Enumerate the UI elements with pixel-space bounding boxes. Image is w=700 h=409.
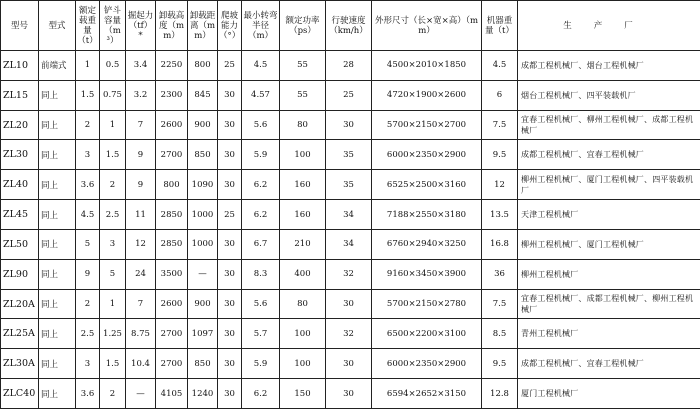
cell-turning-radius: 6.2 bbox=[242, 170, 280, 200]
header-row bbox=[1, 1, 700, 51]
header-bucket-capacity: 铲斗容量（m³） bbox=[100, 1, 126, 51]
cell-rated-power: 210 bbox=[280, 229, 326, 259]
cell-bucket-capacity: 0.75 bbox=[100, 80, 126, 110]
cell-manufacturer: 宜春工程机械厂、成都工程机械厂、柳州工程机械厂 bbox=[518, 289, 700, 319]
cell-turning-radius: 6.7 bbox=[242, 229, 280, 259]
header-dump-height: 卸载高度（mm） bbox=[156, 1, 188, 51]
cell-gradeability: 25 bbox=[218, 200, 242, 230]
cell-rated-load: 1 bbox=[76, 51, 100, 81]
cell-model: ZLC40 bbox=[1, 379, 39, 409]
cell-machine-weight: 36 bbox=[482, 259, 518, 289]
cell-breakout-force: 3.4 bbox=[126, 51, 156, 81]
cell-dump-height: 2700 bbox=[156, 349, 188, 379]
table-row bbox=[1, 349, 700, 379]
cell-machine-weight: 13.5 bbox=[482, 200, 518, 230]
cell-dump-distance: 845 bbox=[188, 80, 218, 110]
cell-dump-height: 2300 bbox=[156, 80, 188, 110]
cell-breakout-force: 9 bbox=[126, 170, 156, 200]
header-manufacturer: 生产厂 bbox=[518, 1, 700, 51]
cell-model: ZL10 bbox=[1, 51, 39, 81]
cell-bucket-capacity: 1 bbox=[100, 289, 126, 319]
cell-travel-speed: 25 bbox=[326, 80, 372, 110]
cell-dump-distance: 850 bbox=[188, 349, 218, 379]
cell-model: ZL20 bbox=[1, 110, 39, 140]
cell-model: ZL40 bbox=[1, 170, 39, 200]
table-body bbox=[1, 51, 700, 409]
cell-breakout-force: 9 bbox=[126, 140, 156, 170]
cell-dump-height: 2250 bbox=[156, 51, 188, 81]
cell-model: ZL30 bbox=[1, 140, 39, 170]
cell-bucket-capacity: 3 bbox=[100, 229, 126, 259]
cell-model: ZL45 bbox=[1, 200, 39, 230]
cell-rated-power: 55 bbox=[280, 51, 326, 81]
cell-breakout-force: 7 bbox=[126, 289, 156, 319]
cell-dimensions: 6594×2652×3150 bbox=[372, 379, 482, 409]
cell-rated-load: 2.5 bbox=[76, 319, 100, 349]
cell-gradeability: 30 bbox=[218, 229, 242, 259]
cell-type: 同上 bbox=[39, 379, 76, 409]
header-model: 型号 bbox=[1, 1, 39, 51]
cell-rated-power: 80 bbox=[280, 110, 326, 140]
header-machine-weight: 机器重量（t） bbox=[482, 1, 518, 51]
cell-type: 同上 bbox=[39, 289, 76, 319]
cell-rated-power: 400 bbox=[280, 259, 326, 289]
cell-model: ZL90 bbox=[1, 259, 39, 289]
cell-rated-power: 100 bbox=[280, 319, 326, 349]
cell-type: 同上 bbox=[39, 229, 76, 259]
cell-dump-distance: 1097 bbox=[188, 319, 218, 349]
cell-dimensions: 4500×2010×1850 bbox=[372, 51, 482, 81]
cell-breakout-force: 10.4 bbox=[126, 349, 156, 379]
cell-travel-speed: 28 bbox=[326, 51, 372, 81]
cell-machine-weight: 6 bbox=[482, 80, 518, 110]
cell-rated-load: 5 bbox=[76, 229, 100, 259]
cell-type: 同上 bbox=[39, 349, 76, 379]
table-row bbox=[1, 259, 700, 289]
cell-gradeability: 30 bbox=[218, 349, 242, 379]
cell-bucket-capacity: 2 bbox=[100, 170, 126, 200]
cell-dump-height: 2600 bbox=[156, 289, 188, 319]
cell-turning-radius: 4.5 bbox=[242, 51, 280, 81]
cell-bucket-capacity: 2.5 bbox=[100, 200, 126, 230]
cell-type: 同上 bbox=[39, 259, 76, 289]
cell-bucket-capacity: 2 bbox=[100, 379, 126, 409]
cell-rated-load: 4.5 bbox=[76, 200, 100, 230]
cell-manufacturer: 成都工程机械厂、宜春工程机械厂 bbox=[518, 140, 700, 170]
cell-travel-speed: 32 bbox=[326, 259, 372, 289]
cell-dump-height: 2850 bbox=[156, 229, 188, 259]
cell-type: 前端式 bbox=[39, 51, 76, 81]
cell-rated-load: 3.6 bbox=[76, 170, 100, 200]
cell-dump-distance: 1240 bbox=[188, 379, 218, 409]
cell-turning-radius: 5.6 bbox=[242, 110, 280, 140]
cell-rated-power: 55 bbox=[280, 80, 326, 110]
cell-model: ZL20A bbox=[1, 289, 39, 319]
cell-rated-load: 3 bbox=[76, 349, 100, 379]
cell-dump-height: 2600 bbox=[156, 110, 188, 140]
table-row bbox=[1, 200, 700, 230]
table-row bbox=[1, 51, 700, 81]
cell-breakout-force: 24 bbox=[126, 259, 156, 289]
cell-dimensions: 6525×2500×3160 bbox=[372, 170, 482, 200]
cell-manufacturer: 柳州工程机械厂、厦门工程机械厂 bbox=[518, 229, 700, 259]
cell-rated-load: 2 bbox=[76, 289, 100, 319]
cell-type: 同上 bbox=[39, 110, 76, 140]
cell-dump-height: 2700 bbox=[156, 140, 188, 170]
cell-dimensions: 6000×2350×2900 bbox=[372, 140, 482, 170]
cell-gradeability: 30 bbox=[218, 80, 242, 110]
cell-machine-weight: 7.5 bbox=[482, 289, 518, 319]
cell-manufacturer: 宜春工程机械厂、柳州工程机械厂、成都工程机械厂 bbox=[518, 110, 700, 140]
cell-dimensions: 5700×2150×2700 bbox=[372, 110, 482, 140]
cell-machine-weight: 9.5 bbox=[482, 140, 518, 170]
cell-turning-radius: 6.2 bbox=[242, 200, 280, 230]
cell-breakout-force: 8.75 bbox=[126, 319, 156, 349]
cell-manufacturer: 厦门工程机械厂 bbox=[518, 379, 700, 409]
cell-breakout-force: 12 bbox=[126, 229, 156, 259]
cell-type: 同上 bbox=[39, 319, 76, 349]
cell-machine-weight: 4.5 bbox=[482, 51, 518, 81]
cell-rated-load: 2 bbox=[76, 110, 100, 140]
cell-manufacturer: 青州工程机械厂 bbox=[518, 319, 700, 349]
cell-manufacturer: 天津工程机械厂 bbox=[518, 200, 700, 230]
cell-bucket-capacity: 1 bbox=[100, 110, 126, 140]
cell-turning-radius: 5.9 bbox=[242, 349, 280, 379]
cell-breakout-force: 7 bbox=[126, 110, 156, 140]
cell-dump-height: 2850 bbox=[156, 200, 188, 230]
cell-gradeability: 30 bbox=[218, 110, 242, 140]
cell-dump-height: 3500 bbox=[156, 259, 188, 289]
header-dump-distance: 卸载距离（mm） bbox=[188, 1, 218, 51]
cell-dump-distance: 1000 bbox=[188, 229, 218, 259]
header-dimensions: 外形尺寸（长×宽×高）（mm） bbox=[372, 1, 482, 51]
table-row bbox=[1, 379, 700, 409]
cell-gradeability: 30 bbox=[218, 140, 242, 170]
cell-travel-speed: 35 bbox=[326, 140, 372, 170]
cell-gradeability: 30 bbox=[218, 379, 242, 409]
header-travel-speed: 行驶速度（km/h） bbox=[326, 1, 372, 51]
header-rated-load: 额定载重量（t） bbox=[76, 1, 100, 51]
cell-type: 同上 bbox=[39, 170, 76, 200]
cell-rated-power: 150 bbox=[280, 379, 326, 409]
table-row bbox=[1, 140, 700, 170]
cell-travel-speed: 32 bbox=[326, 319, 372, 349]
cell-rated-load: 9 bbox=[76, 259, 100, 289]
cell-dimensions: 7188×2550×3180 bbox=[372, 200, 482, 230]
cell-bucket-capacity: 5 bbox=[100, 259, 126, 289]
header-type: 型式 bbox=[39, 1, 76, 51]
cell-dump-distance: — bbox=[188, 259, 218, 289]
cell-breakout-force: 11 bbox=[126, 200, 156, 230]
cell-rated-load: 3 bbox=[76, 140, 100, 170]
cell-manufacturer: 成都工程机械厂、宜春工程机械厂 bbox=[518, 349, 700, 379]
cell-gradeability: 30 bbox=[218, 319, 242, 349]
cell-dump-distance: 800 bbox=[188, 51, 218, 81]
cell-breakout-force: 3.2 bbox=[126, 80, 156, 110]
table-row bbox=[1, 80, 700, 110]
cell-rated-load: 3.6 bbox=[76, 379, 100, 409]
cell-dump-height: 2700 bbox=[156, 319, 188, 349]
cell-gradeability: 30 bbox=[218, 259, 242, 289]
cell-turning-radius: 4.57 bbox=[242, 80, 280, 110]
cell-dimensions: 6000×2350×2900 bbox=[372, 349, 482, 379]
cell-travel-speed: 34 bbox=[326, 200, 372, 230]
cell-machine-weight: 9.5 bbox=[482, 349, 518, 379]
cell-model: ZL15 bbox=[1, 80, 39, 110]
header-turning-radius: 最小转弯半径（m） bbox=[242, 1, 280, 51]
cell-type: 同上 bbox=[39, 200, 76, 230]
header-gradeability: 爬坡能力（°） bbox=[218, 1, 242, 51]
cell-rated-load: 1.5 bbox=[76, 80, 100, 110]
cell-travel-speed: 30 bbox=[326, 289, 372, 319]
table-row bbox=[1, 170, 700, 200]
table-row bbox=[1, 110, 700, 140]
cell-dump-distance: 900 bbox=[188, 289, 218, 319]
cell-travel-speed: 35 bbox=[326, 170, 372, 200]
cell-machine-weight: 16.8 bbox=[482, 229, 518, 259]
cell-rated-power: 80 bbox=[280, 289, 326, 319]
cell-dimensions: 4720×1900×2600 bbox=[372, 80, 482, 110]
cell-model: ZL25A bbox=[1, 319, 39, 349]
cell-travel-speed: 34 bbox=[326, 229, 372, 259]
cell-model: ZL50 bbox=[1, 229, 39, 259]
cell-rated-power: 160 bbox=[280, 170, 326, 200]
cell-machine-weight: 7.5 bbox=[482, 110, 518, 140]
table-row bbox=[1, 319, 700, 349]
cell-travel-speed: 30 bbox=[326, 349, 372, 379]
cell-dump-height: 800 bbox=[156, 170, 188, 200]
cell-dimensions: 9160×3450×3900 bbox=[372, 259, 482, 289]
cell-dimensions: 6760×2940×3250 bbox=[372, 229, 482, 259]
cell-dump-distance: 1090 bbox=[188, 170, 218, 200]
cell-manufacturer: 成都工程机械厂、烟台工程机械厂 bbox=[518, 51, 700, 81]
header-rated-power: 额定功率（ps） bbox=[280, 1, 326, 51]
cell-rated-power: 100 bbox=[280, 140, 326, 170]
cell-dimensions: 5700×2150×2780 bbox=[372, 289, 482, 319]
cell-breakout-force: — bbox=[126, 379, 156, 409]
cell-manufacturer: 柳州工程机械厂 bbox=[518, 259, 700, 289]
header-breakout-force: 掘起力（tf）* bbox=[126, 1, 156, 51]
cell-travel-speed: 30 bbox=[326, 110, 372, 140]
cell-turning-radius: 5.9 bbox=[242, 140, 280, 170]
cell-dump-distance: 850 bbox=[188, 140, 218, 170]
cell-manufacturer: 柳州工程机械厂、厦门工程机械厂、四平装载机厂 bbox=[518, 170, 700, 200]
cell-model: ZL30A bbox=[1, 349, 39, 379]
cell-machine-weight: 12.8 bbox=[482, 379, 518, 409]
cell-gradeability: 25 bbox=[218, 51, 242, 81]
cell-type: 同上 bbox=[39, 140, 76, 170]
cell-bucket-capacity: 1.25 bbox=[100, 319, 126, 349]
table-row bbox=[1, 229, 700, 259]
cell-bucket-capacity: 0.5 bbox=[100, 51, 126, 81]
cell-type: 同上 bbox=[39, 80, 76, 110]
cell-travel-speed: 30 bbox=[326, 379, 372, 409]
cell-turning-radius: 8.3 bbox=[242, 259, 280, 289]
cell-machine-weight: 8.5 bbox=[482, 319, 518, 349]
cell-turning-radius: 5.7 bbox=[242, 319, 280, 349]
cell-turning-radius: 6.2 bbox=[242, 379, 280, 409]
cell-rated-power: 100 bbox=[280, 349, 326, 379]
cell-dump-distance: 1000 bbox=[188, 200, 218, 230]
table-row bbox=[1, 289, 700, 319]
cell-manufacturer: 烟台工程机械厂、四平装载机厂 bbox=[518, 80, 700, 110]
cell-dump-height: 4105 bbox=[156, 379, 188, 409]
cell-bucket-capacity: 1.5 bbox=[100, 140, 126, 170]
cell-gradeability: 30 bbox=[218, 170, 242, 200]
cell-turning-radius: 5.6 bbox=[242, 289, 280, 319]
cell-dump-distance: 900 bbox=[188, 110, 218, 140]
cell-machine-weight: 12 bbox=[482, 170, 518, 200]
cell-rated-power: 160 bbox=[280, 200, 326, 230]
cell-gradeability: 30 bbox=[218, 289, 242, 319]
cell-bucket-capacity: 1.5 bbox=[100, 349, 126, 379]
cell-dimensions: 6500×2200×3100 bbox=[372, 319, 482, 349]
